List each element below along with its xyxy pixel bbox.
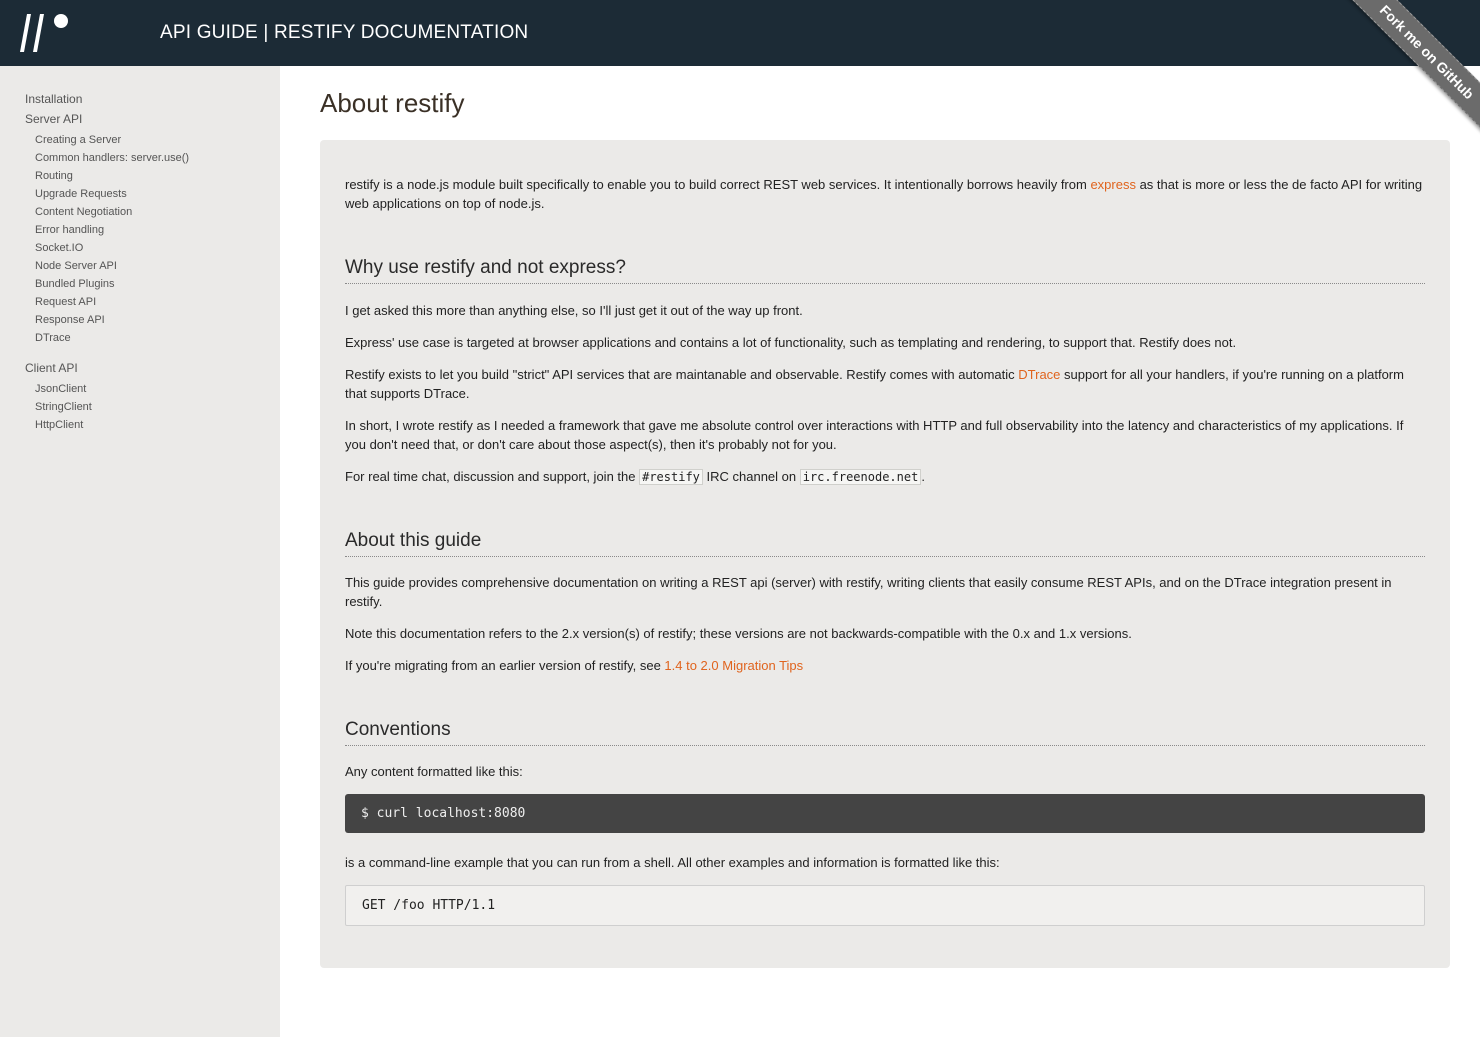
conventions-paragraph-2: is a command-line example that you can run from a shell. All other examples and information is formatted like this: <box>345 855 1000 870</box>
sidebar-item-node-server-api[interactable]: Node Server API <box>35 260 117 272</box>
dtrace-link[interactable]: DTrace <box>1018 367 1061 382</box>
sidebar-item-upgrade-requests[interactable]: Upgrade Requests <box>35 188 127 200</box>
why-heading: Why use restify and not express? <box>345 257 1425 284</box>
why-paragraph-4: In short, I wrote restify as I needed a framework that gave me absolute control over interactions with HTTP and full observability into the latency and characteristics of my applications. If you don't need that, or don't care about those aspect(s), then it's probably not for you. <box>345 418 1404 452</box>
fork-on-github-ribbon[interactable]: Fork me on GitHub <box>1341 0 1480 138</box>
sidebar-item-common-handlers[interactable]: Common handlers: server.use() <box>35 152 190 164</box>
why-paragraph-5 <box>345 467 1425 487</box>
why-paragraph-3 <box>345 365 1425 403</box>
sidebar-item-socket-io[interactable]: Socket.IO <box>35 242 84 254</box>
why-p5-before: For real time chat, discussion and support, join the <box>345 469 640 484</box>
guide-paragraph-2: Note this documentation refers to the 2.x version(s) of restify; these versions are not backwards-compatible with the 0.x and 1.x versions. <box>345 626 1132 641</box>
intro-text-before: restify is a node.js module built specifically to enable you to build correct REST web services. It intentionally borrows heavily from <box>345 177 1091 192</box>
page-title: About restify <box>320 88 465 118</box>
sidebar-item-creating-a-server[interactable]: Creating a Server <box>35 134 122 146</box>
sidebar-item-dtrace[interactable]: DTrace <box>35 332 71 344</box>
sidebar-item-client-api[interactable]: Client API <box>25 361 78 375</box>
intro-paragraph <box>345 175 1425 213</box>
sidebar-item-routing[interactable]: Routing <box>35 170 73 182</box>
restify-logo-icon[interactable] <box>18 12 70 54</box>
sidebar-item-response-api[interactable]: Response API <box>35 314 105 326</box>
sidebar-item-content-negotiation[interactable]: Content Negotiation <box>35 206 133 218</box>
why-p3-after: support for all your handlers, if you're running on a platform that supports DTrace. <box>345 367 1404 401</box>
why-p5-after: . <box>921 469 925 484</box>
irc-server-code: irc.freenode.net <box>800 469 922 485</box>
site-title: API GUIDE | RESTIFY DOCUMENTATION <box>160 22 529 43</box>
sidebar-item-request-api[interactable]: Request API <box>35 296 97 308</box>
intro-text-after: as that is more or less the de facto API for writing web applications on top of node.js. <box>345 177 1423 211</box>
sidebar-item-httpclient[interactable]: HttpClient <box>35 419 84 431</box>
guide-p3-before: If you're migrating from an earlier version of restify, see <box>345 658 665 673</box>
shell-example-code-block: $ curl localhost:8080 <box>345 794 1425 833</box>
guide-paragraph-1: This guide provides comprehensive documentation on writing a REST api (server) with restify, writing clients that easily consume REST APIs, and on the DTrace integration present in restify. <box>345 575 1392 609</box>
sidebar-nav <box>0 66 280 1037</box>
sidebar-item-installation[interactable]: Installation <box>25 92 83 106</box>
express-link[interactable]: express <box>1090 177 1136 192</box>
http-example-code-block: GET /foo HTTP/1.1 <box>345 885 1425 926</box>
irc-channel-code: #restify <box>639 469 703 485</box>
content-panel <box>320 140 1450 968</box>
sidebar-item-jsonclient[interactable]: JsonClient <box>35 383 87 395</box>
conventions-paragraph-1: Any content formatted like this: <box>345 764 523 779</box>
migration-tips-link[interactable]: 1.4 to 2.0 Migration Tips <box>664 658 804 673</box>
guide-heading: About this guide <box>345 530 1425 557</box>
why-paragraph-2: Express' use case is targeted at browser applications and contains a lot of functionality, such as templating and rendering, to support that. Restify does not. <box>345 335 1237 350</box>
sidebar-item-stringclient[interactable]: StringClient <box>35 401 92 413</box>
conventions-heading: Conventions <box>345 719 1425 746</box>
guide-paragraph-3 <box>345 656 1425 675</box>
sidebar-item-bundled-plugins[interactable]: Bundled Plugins <box>35 278 115 290</box>
github-ribbon-wrap <box>1331 0 1480 149</box>
why-p5-mid: IRC channel on <box>702 469 800 484</box>
sidebar-item-error-handling[interactable]: Error handling <box>35 224 105 236</box>
why-paragraph-1: I get asked this more than anything else, so I'll just get it out of the way up front. <box>345 303 803 318</box>
sidebar-item-server-api[interactable]: Server API <box>25 112 83 126</box>
why-p3-before: Restify exists to let you build "strict" API services that are maintanable and observable. Restify comes with automatic <box>345 367 1019 382</box>
